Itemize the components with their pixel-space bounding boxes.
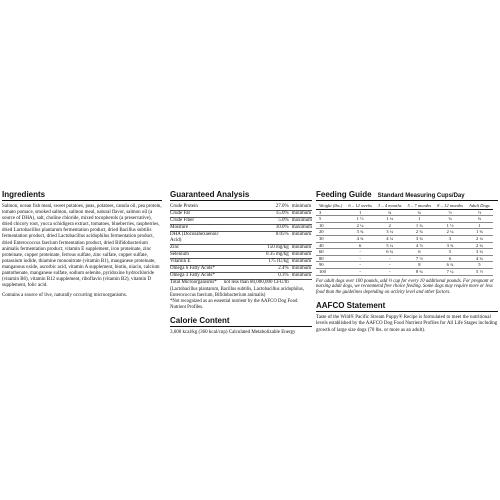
analysis-value: 0.35 mg/kg (224, 252, 292, 259)
analysis-row (170, 252, 312, 259)
feeding-row (316, 209, 493, 216)
feeding-cell: 2 ¼ (345, 222, 375, 229)
feeding-cell: 4 ½ (405, 242, 435, 249)
feeding-cell: 3 ¾ (434, 242, 466, 249)
ingredients-note: Contains a source of live, naturally occurring microorganisms. (2, 293, 128, 299)
feeding-cell: 6 ¾ (375, 249, 405, 256)
feeding-guide-subtitle: Standard Measuring Cups/Day (377, 193, 465, 199)
feeding-cell: - (375, 268, 405, 275)
analysis-row (170, 211, 312, 218)
analysis-name: Crude Protein (170, 204, 224, 211)
analysis-name: Omega 6 Fatty Acids* (170, 266, 224, 273)
calorie-section (170, 316, 312, 336)
analysis-unit: minimum (292, 232, 312, 245)
feeding-cell: 5 ¼ (375, 242, 405, 249)
analysis-row (170, 218, 312, 225)
feeding-cell: 20 (316, 229, 345, 236)
feeding-cell: 3 ¾ (466, 249, 493, 256)
analysis-unit: minimum (291, 273, 312, 278)
feeding-cell: ¾ (405, 209, 435, 216)
analysis-name: Vitamin E (170, 259, 224, 266)
feeding-cell: ¾ (466, 216, 493, 223)
feeding-cell: 6 (405, 249, 435, 256)
analysis-name: Zinc (170, 245, 224, 252)
feeding-cell: 1 (405, 216, 435, 223)
feeding-cell: 8 (405, 262, 435, 269)
feeding-row (316, 229, 493, 236)
analysis-footnote: *Not recognized as an essential nutrient by the AAFCO Dog Food Nutrient Profiles. (170, 299, 298, 310)
feeding-cell: 60 (316, 249, 345, 256)
analysis-name: Crude Fat (170, 211, 224, 218)
analysis-row (170, 225, 312, 232)
feeding-cell: 6 (434, 255, 466, 262)
ingredients-text: Salmon, ocean fish meal, sweet potatoes, peas, potatoes, canola oil, pea protein, tomato pomace, smoked salmon, salmon meal, natural flavor, salmon oil (a source of DHA), salt, choline chloride, mixed tocopherols (a preservative), dried chicory root, yucca schidigera extract, tomatoes, blueberries, raspberries, dried Lactobacillus plantarum fermentation product, dried Bacillus subtilis fermentation product, dried Lactobacillus acidophilus fermentation product, dried Enterococcus faecium fermentation product, dried Bifidobacterium animalis fermentation product, vitamin E supplement, iron proteinate, zinc proteinate, copper proteinate, ferrous sulfate, zinc sulfate, copper sulfate, potassium iodide, thiamine mononitrate (vitamin B1), manganese proteinate, manganous oxide, ascorbic acid, vitamin A supplement, biotin, niacin, calcium pantothenate, manganese sulfate, sodium selenite, pyridoxine hydrochloride (vitamin B6), vitamin B12 supplement, riboflavin (vitamin B2), vitamin D supplement, folic acid. (2, 204, 162, 289)
feeding-header: Weight (lbs.) (316, 203, 345, 209)
aafco-text: Taste of the Wild® Pacific Stream Puppy® Recipe is formulated to meet the nutritional levels established by the AAFCO Dog Food Nutrient Profiles for All Life Stages including growth of large size dogs (70 lbs. or more as an adult). (316, 315, 498, 333)
feeding-cell: 3 ¾ (345, 229, 375, 236)
feeding-header: 6 – 12 weeks (345, 203, 375, 209)
calorie-heading: Calorie Content (170, 316, 312, 327)
feeding-cell: 1 ¾ (405, 222, 435, 229)
feeding-cell: 3 ¼ (375, 229, 405, 236)
feeding-row (316, 262, 493, 269)
analysis-unit: maximum (291, 225, 312, 230)
analysis-unit: minimum (291, 204, 312, 209)
feeding-cell: ½ (434, 209, 466, 216)
analysis-row (170, 245, 312, 252)
feeding-cell: 1 ½ (434, 222, 466, 229)
analysis-row (170, 259, 312, 266)
feeding-cell: 5 ½ (466, 268, 493, 275)
analysis-value: 175 IU/kg (224, 259, 292, 266)
feeding-cell: 2 ¼ (466, 235, 493, 242)
feeding-cell: ¾ (434, 216, 466, 223)
feeding-cell: - (345, 262, 375, 269)
analysis-value: 10.0% (224, 225, 292, 232)
feeding-cell: 4 ¾ (466, 255, 493, 262)
analysis-value: 27.0% (224, 204, 292, 211)
analysis-name: DHA (Docosahexaenoic Acid) (170, 232, 224, 245)
feeding-cell: 1 ¼ (375, 216, 405, 223)
feeding-cell: 4 ¾ (345, 235, 375, 242)
feeding-cell: 30 (316, 235, 345, 242)
analysis-row (170, 266, 312, 273)
feeding-cell: 2 ¼ (434, 229, 466, 236)
analysis-name: Total Microorganisms* (170, 280, 217, 285)
aafco-section (316, 301, 498, 333)
analysis-value: 2.4% (224, 266, 292, 273)
guaranteed-analysis-section (170, 190, 312, 336)
feeding-cell: 1 ⅓ (345, 216, 375, 223)
feeding-guide-section (316, 190, 498, 334)
calorie-text: 3,600 kcal/kg (360 kcal/cup) Calculated Metabolizable Energy (170, 330, 296, 336)
analysis-unit: minimum (291, 245, 312, 250)
feeding-row (316, 235, 493, 242)
analysis-unit: minimum (291, 266, 312, 271)
analysis-row (170, 273, 312, 280)
analysis-value: 150 mg/kg (224, 245, 292, 252)
analysis-value: 5.0% (224, 218, 292, 225)
analysis-name: Omega 3 Fatty Acids* (170, 273, 224, 280)
ingredients-section (2, 190, 162, 303)
feeding-cell: 5 (434, 249, 466, 256)
analysis-name: Moisture (170, 225, 224, 232)
feeding-cell: 7 ¼ (434, 268, 466, 275)
feeding-cell: - (375, 262, 405, 269)
analysis-value: 15.0% (224, 211, 292, 218)
feeding-row (316, 242, 493, 249)
feeding-note: For adult dogs over 100 pounds, add ⅓ cup for every 10 additional pounds. For pregnant or nursing adult dogs, we recommend free choice feeding. Some dogs may require more or less food than the guidelines depending on activity level and other factors. (316, 278, 494, 295)
feeding-cell: 5 (466, 262, 493, 269)
aafco-heading: AAFCO Statement (316, 301, 498, 312)
ingredients-heading: Ingredients (2, 190, 162, 201)
analysis-unit: maximum (291, 218, 312, 223)
analysis-value: 0.05% (224, 232, 292, 245)
feeding-header: 8 – 12 months (434, 203, 466, 209)
feeding-row (316, 268, 493, 275)
feeding-cell: 6 ¾ (434, 262, 466, 269)
feeding-cell: 80 (316, 255, 345, 262)
feeding-cell: 10 (316, 222, 345, 229)
analysis-unit: minimum (291, 211, 312, 216)
feeding-cell: 7 ½ (405, 255, 435, 262)
analysis-name: Crude Fiber (170, 218, 224, 225)
feeding-row (316, 255, 493, 262)
analysis-unit: minimum (291, 259, 312, 264)
feeding-cell: 100 (316, 268, 345, 275)
feeding-cell: 8 ¾ (405, 268, 435, 275)
feeding-cell: 3 ¾ (405, 235, 435, 242)
feeding-cell: 3 (434, 235, 466, 242)
feeding-cell: 1 (466, 222, 493, 229)
feeding-cell: 40 (316, 242, 345, 249)
microorganism-list: (Lactobacillus plantarum, Bacillus subtilis, Lactobacillus acidophilus, Enterococcus faecium, Bifidobacterium animalis) (170, 287, 305, 298)
feeding-cell: ½ (466, 209, 493, 216)
feeding-header: 5 – 7 months (405, 203, 435, 209)
feeding-row (316, 216, 493, 223)
analysis-unit (292, 280, 312, 287)
guaranteed-analysis-table (170, 204, 312, 286)
feeding-row (316, 249, 493, 256)
analysis-name: Selenium (170, 252, 224, 259)
feeding-cell: 6 (345, 242, 375, 249)
feeding-cell: 2 (375, 222, 405, 229)
feeding-cell: 5 (316, 216, 345, 223)
feeding-cell: 2 ¾ (466, 242, 493, 249)
feeding-cell: 4 ¼ (375, 235, 405, 242)
feeding-cell: 1 (345, 209, 375, 216)
feeding-cell: - (375, 255, 405, 262)
feeding-cell: - (345, 268, 375, 275)
feeding-header: 3 – 4 months (375, 203, 405, 209)
feeding-table (316, 203, 493, 276)
analysis-unit: minimum (291, 252, 312, 257)
feeding-cell: 3 (316, 209, 345, 216)
feeding-header: Adult Dogs (466, 203, 493, 209)
feeding-cell: 2 ¾ (405, 229, 435, 236)
feeding-cell: - (345, 255, 375, 262)
feeding-row (316, 222, 493, 229)
analysis-value: not less than 80,000,000 CFU/lb (223, 280, 289, 285)
feeding-cell: ¾ (375, 209, 405, 216)
feeding-cell: 90 (316, 262, 345, 269)
analysis-row (170, 280, 312, 287)
feeding-guide-heading: Feeding Guide (316, 190, 372, 199)
analysis-row (170, 232, 312, 245)
feeding-cell: 1 ¾ (466, 229, 493, 236)
feeding-cell: - (345, 249, 375, 256)
analysis-value: 0.3% (224, 273, 292, 280)
guaranteed-analysis-heading: Guaranteed Analysis (170, 190, 312, 201)
